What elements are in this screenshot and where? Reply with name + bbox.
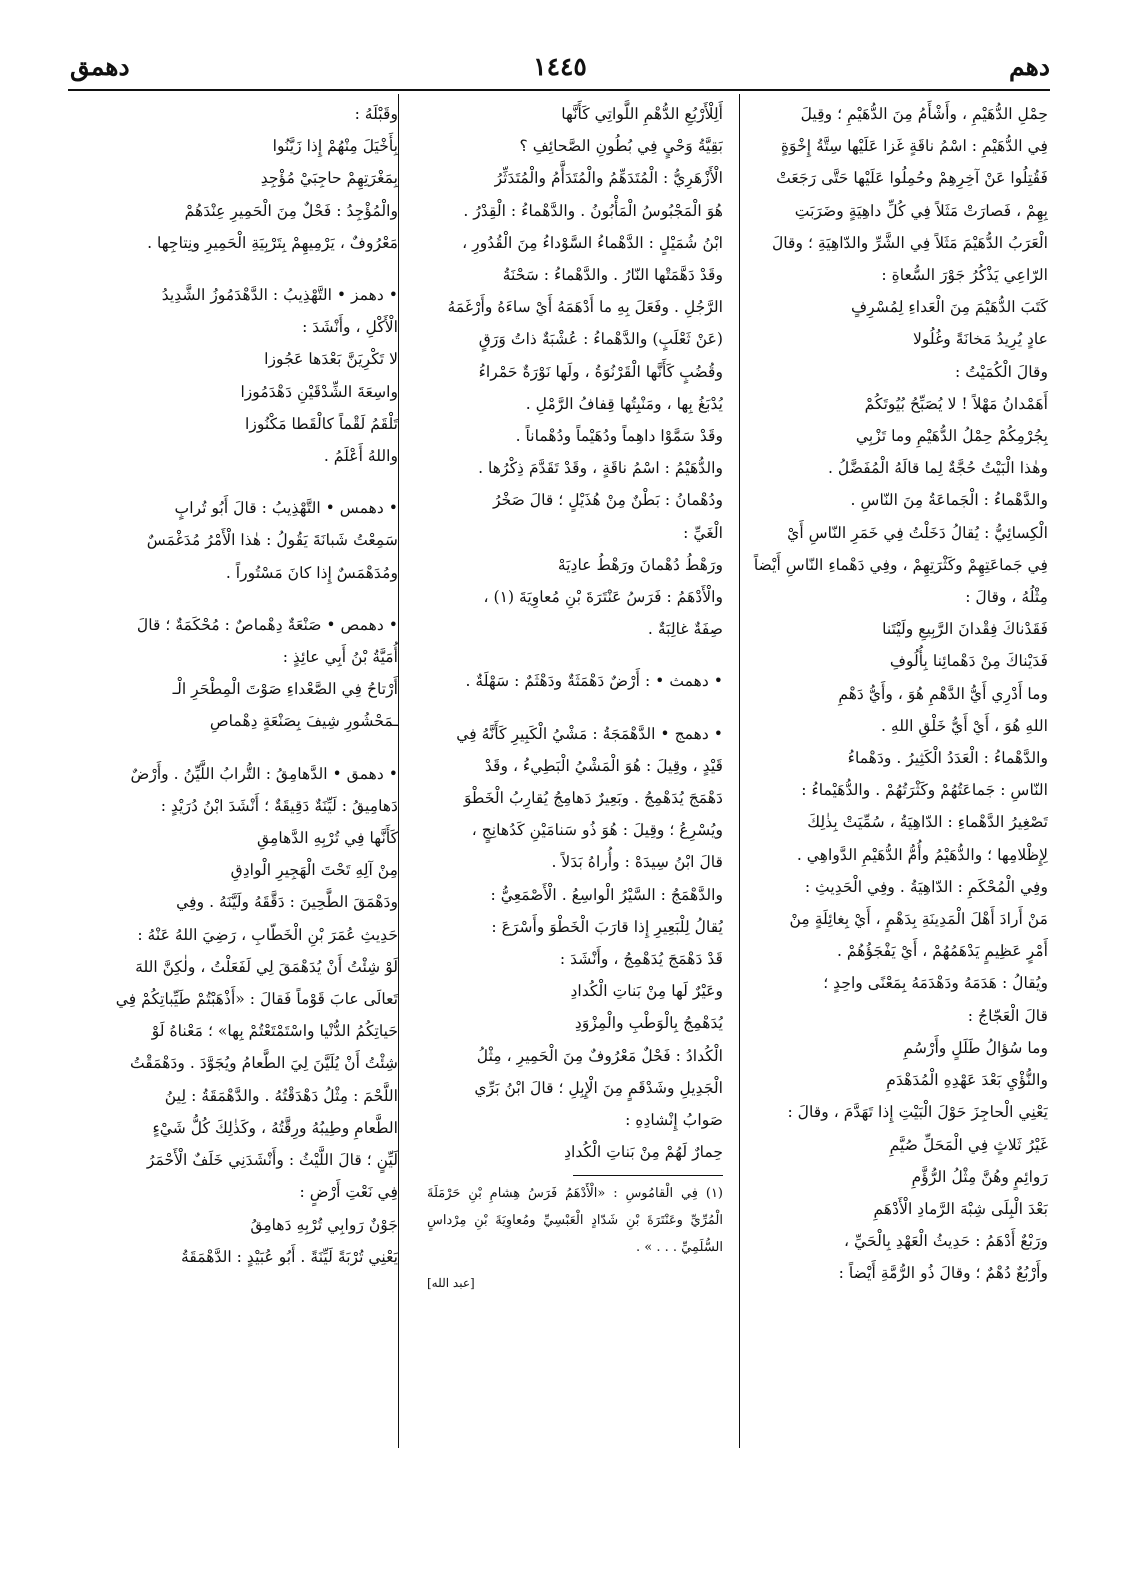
text-line: بِهِمْ ، فَصارَتْ مَثَلاً فِي كُلِّ داهِيَةٍ وضَرَبَتِ [794, 201, 1048, 220]
text-line: واسِعَةَ الشِّدْقَيْنِ دَهْدَمُوزا [240, 382, 398, 401]
text-line: أَرْتاحُ فِي الصَّعْداءِ صَوْتَ الْمِطْحَرِ الْـ [172, 680, 398, 699]
text-line: تَصْغِيرُ الدَّهْماءِ : الدّاهِيَةُ ، سُمِّيَتْ بِذٰلِكَ [807, 813, 1048, 832]
text-line: مَنْ أَرادَ أَهْلَ الْمَدِينَةِ بِدَهْمٍ ، أَيْ بِغائِلَةٍ مِنْ [789, 910, 1048, 929]
text-line: وقَبْلَهُ : [354, 105, 398, 123]
text-line: يَعْنِي الْحاجِزَ حَوْلَ الْبَيْتِ إِذا تَهَدَّمَ ، وقالَ : [787, 1103, 1048, 1122]
entry-spacer [72, 589, 398, 609]
text-line: جَوْنٌ رَوابِي تُرْبِهِ دَهامِقُ [250, 1215, 398, 1234]
text-line: • دهمز • التَّهْذِيبُ : الدَّهْدَمُوزُ الشَّدِيدُ [161, 286, 398, 305]
text-line: ودَهْمَقَ الطَّحِينَ : دَقَّقَهُ ولَيَّنَهُ . وفِي [176, 893, 398, 912]
text-line: ويُسْرِعُ ؛ وقِيلَ : هُوَ ذُو سَنامَيْنِ كَدُهانِجٍ ، [471, 821, 723, 840]
text-line: صَوابُ إِنْشادِهِ : [625, 1111, 723, 1130]
text-line: • دهمص • صَنْعَةٌ دِهْماصٌ : مُحْكَمَةٌ ؛ قالَ [136, 615, 398, 634]
text-line: ـمَحْشُورِ شِيفَ بِصَنْعَةٍ دِهْماصِ [209, 712, 398, 731]
text-line: والْمُؤْجِدُ : فَحْلٌ مِنَ الْحَمِيرِ عِنْدَهُمْ [184, 201, 398, 220]
text-line: بِجُرْمِكُمْ حِمْلُ الدُّهَيْمِ وما تَزْبِي [855, 427, 1048, 446]
text-line: (عَنْ ثَعْلَبٍ) والدَّهْماءُ : عُشْبَةٌ ذاتُ وَرَقٍ [478, 330, 723, 349]
editor-signature: [عبد الله] [427, 1275, 475, 1290]
text-line: الرَّجُلِ . وفَعَلَ بِهِ ما أَدْهَمَهُ أَيْ ساءَهُ وأَرْغَمَهُ [447, 298, 723, 317]
text-line: تَعالَى عابَ قَوْماً فَقالَ : «أَذْهَبْتُمْ طَيِّباتِكُمْ فِي [115, 990, 398, 1009]
text-line: قالَ الْعَجّاجُ : [967, 1006, 1048, 1025]
text-line: الْغَيِّ : [683, 523, 723, 542]
text-line: بَقِيَّةُ وَحْيٍ فِي بُطُونِ الصَّحائِفِ ؟ [519, 137, 723, 156]
text-line: • دهمس • التَّهْذِيبُ : قالَ أَبُو تُرابٍ [174, 499, 398, 518]
text-line: أَمْرٍ عَظِيمٍ يَدْهَمُهُمْ ، أَيْ يَفْجَؤُهُمْ . [836, 942, 1048, 961]
text-line: فِي الدُّهَيْمِ : اسْمُ ناقَةٍ غَزا عَلَيْها سِتَّةُ إِخْوَةٍ [780, 137, 1048, 156]
text-line: مِثْلُهُ ، وقالَ : [965, 588, 1048, 607]
text-line: والدُّهَيْمُ : اسْمُ ناقَةٍ ، وقَدْ تَقَدَّمَ ذِكْرُها . [478, 459, 723, 478]
text-line: وما أَدْرِي أَيُّ الدَّهْمِ هُوَ ، وأَيُّ دَهْمِ [838, 684, 1048, 703]
text-line: وقالَ الْكُمَيْتُ : [955, 362, 1048, 381]
text-line: يَعْنِي تُرْبَةً لَيِّنَةً . أَبُو عُبَيْدٍ : الدَّهْمَقَةُ [180, 1247, 398, 1266]
text-line: والْأَدْهَمُ : فَرَسُ عَنْتَرَةَ بْنِ مُعاوِيَةَ (١) ، [483, 588, 723, 607]
text-line: كَتَبَ الدُّهَيْمَ مِنَ الْعَداءِ لِمُسْرِفٍ [851, 298, 1048, 317]
text-line: تَلْقَمُ لَقْماً كالْقَطا مَكْنُوزا [245, 414, 398, 433]
text-line: رَوائِمٍ وهُنَّ مِثْلُ الرُّؤَّمِ [911, 1167, 1048, 1186]
text-line: يُقالُ لِلْبَعِيرِ إِذا قارَبَ الْخَطْوَ وأَسْرَعَ : [491, 917, 723, 936]
text-line: يُدَهْمِجُ بِالْوَطْبِ والْمِزْوَدِ [574, 1014, 723, 1033]
text-line: • دهمج • الدَّهْمَجَةُ : مَشْيُ الْكَبِيرِ كَأَنَّهُ فِي [456, 724, 723, 743]
text-line: الرّاعِي يَذْكُرُ جَوْرَ السُّعاةِ : [881, 266, 1048, 285]
text-line: فَدَيْناكَ مِنْ دَهْمائِنا بِأُلُوفِ [889, 652, 1048, 671]
column-middle [427, 98, 723, 1444]
text-line: هُوَ الْمَجْبُوسُ الْمَأْبُونُ . والدَّهْماءُ : الْقِدْرُ . [463, 201, 723, 220]
page-header [70, 52, 1050, 86]
text-line: غَيْرُ ثَلاثٍ فِي الْمَحَلِّ صُيَّمِ [889, 1135, 1048, 1154]
text-line: اللَّحْمَ : مِثْلُ دَهْدَقْتُهُ . والدَّهْمَقَةُ : لِينُ [164, 1086, 398, 1105]
text-line: قَيْدٍ ، وقِيلَ : هُوَ الْمَشْيُ الْبَطِيءُ ، وقَدْ [484, 756, 723, 775]
text-line: بِمَغْرَتِهِمْ حاجِبَيْ مُؤْجِدِ [260, 169, 398, 188]
text-line: عادٍ يُرِيدُ مَخانَةً وغُلُولا [912, 330, 1048, 349]
entry-spacer [72, 738, 398, 758]
text-line: قَدْ دَهْمَجَ يُدَهْمِجُ ، وأَنْشَدَ : [559, 950, 723, 969]
footnote-rule [573, 1175, 723, 1176]
text-line: وهٰذا الْبَيْتُ حُجَّةٌ لِما قالَهُ الْمُفَضَّلُ . [828, 459, 1048, 478]
text-line: الطَّعامِ وطِيبُهُ ورِقَّتُهُ ، وكَذٰلِكَ كُلُّ شَيْءٍ [152, 1118, 398, 1137]
text-line: فَقَدْناكَ فِقْدانَ الرَّبِيعِ ولَيْتَنا [882, 620, 1048, 639]
text-line: لَيِّنٍ ؛ قالَ اللَّيْثُ : وأَنْشَدَنِي خَلَفٌ الْأَحْمَرُ [146, 1151, 398, 1170]
entry-spacer [72, 259, 398, 279]
text-line: لا تَكْرِيَنَّ بَعْدَها عَجُوزا [264, 350, 398, 369]
text-line: ويُقالُ : هَدَمَهُ ودَهْدَمَهُ بِمَعْنًى واحِدٍ ؛ [823, 974, 1048, 993]
text-line: وما سُؤالُ طَلَلٍ وأَرْسُمِ [903, 1038, 1048, 1057]
text-line: الْعَرَبُ الدُّهَيْمَ مَثَلاً فِي الشَّرِّ والدّاهِيَةِ ؛ وقالَ [771, 233, 1048, 252]
text-line: أَهَمْدانُ مَهْلاً ! لا يُصَبِّحُ بُيُوتَكُمْ [864, 394, 1048, 413]
text-line: وقَدْ دَهَّمَتْها النّارُ . والدَّهْماءُ : سَحْنَةُ [502, 266, 723, 285]
text-line: مِنْ آلِهِ تَحْتَ الْهَجِيرِ الْوادِقِ [230, 861, 398, 880]
text-line: صِفَةٌ غالِبَةٌ . [647, 620, 723, 639]
text-line: وقَدْ سَمَّوْا داهِماً ودُهَيْماً ودُهْماناً . [515, 427, 723, 446]
text-line: الْكُدادُ : فَحْلٌ مَعْرُوفٌ مِنَ الْحَمِيرِ ، مِثْلُ [476, 1046, 723, 1065]
header-rule [68, 89, 1050, 91]
text-line: والنُّؤْيِ بَعْدَ عَهْدِهِ الْمُدَهْدَمِ [886, 1071, 1048, 1090]
page-number: ١٤٤٥ [533, 52, 587, 81]
text-line: ومُدَهْمَسٌ إِذا كانَ مَسْتُوراً . [225, 563, 398, 582]
text-line: فِي نَعْتِ أَرْضٍ : [299, 1183, 398, 1202]
text-line: وعَيْرٌ لَها مِنْ بَناتِ الْكُدادِ [570, 982, 723, 1001]
text-line: الْأَكْلِ ، وأَنْشَدَ : [302, 318, 398, 337]
text-line: وقُضُبٍ كَأَنَّها الْقَرْنُوَةُ ، ولَها نَوْرَةٌ حَمْراءُ [478, 362, 723, 381]
text-line: الْكِسائِيُّ : يُقالُ دَخَلْتُ فِي خَمَرِ النّاسِ أَيْ [787, 523, 1048, 542]
text-line: حِمارٌ لَهُمْ مِنْ بَناتِ الْكُدادِ [564, 1143, 723, 1162]
column-divider-right [739, 94, 740, 1448]
header-right-keyword: دهم [1009, 52, 1050, 81]
text-line: والدَّهْمَجُ : السَّيْرُ الْواسِعُ . الْأَصْمَعِيُّ : [490, 885, 723, 904]
text-line: أُمَيَّةُ بْنُ أَبِي عائِذٍ : [282, 648, 398, 667]
text-line: الْجَدِيلِ وشَدْقَمٍ مِنَ الْإِبِلِ ؛ قالَ ابْنُ بَرِّي [474, 1078, 723, 1097]
text-line: لِإِظْلامِها ؛ والدُّهَيْمُ وأُمُّ الدُّهَيْمِ الدَّواهِي . [796, 845, 1048, 864]
header-left-keyword: دهمق [70, 52, 130, 81]
text-line: كَأَنَّها فِي تُرْبِهِ الدَّهامِقِ [256, 829, 398, 848]
text-line: والدَّهْماءُ : الْعَدَدُ الْكَثِيرُ . ودَهْماءُ [847, 749, 1048, 768]
text-line: • دهمث • : أَرْضٌ دَهْمَثَةٌ ودَهْثَمٌ : سَهْلَةٌ . [465, 672, 723, 691]
text-line: ورَبْعٌ أَدْهَمُ : حَدِيثُ الْعَهْدِ بِالْحَيِّ ، [844, 1232, 1048, 1251]
text-line: سَمِعْتُ شَبانَةَ يَقُولُ : هٰذا الْأَمْرُ مُدَغْمَسٌ [146, 531, 398, 550]
footnote: (١) فِي الْقامُوسِ : «الْأَدْهَمُ فَرَسُ هِشامِ بْنِ حَرْمَلَةَ الْمُرِّيِّ وعَنْتَرَةَ بْنِ شَدّادٍ الْعَبْسِيِّ ومُعاوِيَةَ بْنِ مِرْداسٍ السُّلَمِيِّ . . . » . [427, 1185, 723, 1255]
text-line: ابْنُ شُمَيْلٍ : الدَّهْماءُ السَّوْداءُ مِنَ الْقُدُورِ ، [462, 233, 723, 252]
text-line: يُدْبَغُ بِها ، ومَنْبِتُها قِفافُ الرَّمْلِ . [525, 394, 723, 413]
column-divider-left [398, 94, 399, 1448]
text-line: لَوْ شِئْتُ أَنْ يُدَهْمَقَ لِي لَفَعَلْتُ ، ولٰكِنَّ اللهَ [135, 957, 398, 976]
text-line: حَياتِكُمُ الدُّنْيا واسْتَمْتَعْتُمْ بِها» ؛ مَعْناهُ لَوْ [151, 1022, 398, 1041]
text-line: دَهْمَجَ يُدَهْمِجُ . وبَعِيرٌ دَهامِجُ يُقارِبُ الْخَطْوَ [463, 789, 723, 808]
text-line: أَلِلْأَرْبُعِ الدُّهْمِ اللَّواتِي كَأَنَّها [561, 105, 723, 123]
text-line: شِئْتُ أَنْ يُلَيَّنَ لِيَ الطَّعامُ ويُجَوَّدَ . ودَهْمَقْتُ [129, 1054, 398, 1073]
text-line: بِأَخْيَلَ مِنْهُمْ إِذا زَيَّنُوا [272, 137, 398, 156]
text-line: حَدِيثِ عُمَرَ بْنِ الْخَطّابِ ، رَضِيَ اللهُ عَنْهُ : [137, 925, 398, 944]
text-line: مَعْرُوفٌ ، يَرْمِيهِمْ بِتَرْبِيَةِ الْحَمِيرِ ونِتاجِها . [147, 233, 398, 252]
text-line: فِي جَماعَتِهِمْ وكَثْرَتِهِمْ ، وفِي دَهْماءِ النّاسِ أَيْضاً [753, 555, 1048, 574]
text-line: وأَرْبُعٌ دُهْمٌ ؛ وقالَ ذُو الرُّمَّةِ أَيْضاً : [838, 1264, 1048, 1283]
text-line: • دهمق • الدَّهامِقُ : التُّرابُ اللَّيِّنُ . وأَرْضٌ [130, 764, 398, 783]
entry-spacer [427, 698, 723, 718]
text-line: ورَهْطُ دُهْمانَ ورَهْطُ عادِيَهْ [557, 555, 723, 574]
text-line: قالَ ابْنُ سِيدَهْ : وأُراهُ بَدَلاً . [551, 853, 723, 872]
text-line: الْأَزْهَرِيُّ : الْمُتَدَهِّمُ والْمُتَدَأَّمُ والْمُتَدَثِّرُ [494, 169, 723, 188]
text-line: والدَّهْماءُ : الْجَماعَةُ مِنَ النّاسِ . [850, 491, 1048, 510]
text-line: بَعْدَ الْبِلَى شِبْهَ الرَّمادِ الْأَدْهَمِ [873, 1199, 1048, 1218]
column-right [752, 98, 1048, 1444]
text-line: اللهِ هُوَ ، أَيْ أَيُّ خَلْقِ اللهِ . [880, 716, 1048, 735]
column-left [72, 98, 398, 1444]
text-line: واللهُ أَعْلَمُ . [323, 447, 398, 466]
text-line: ودُهْمانُ : بَطْنٌ مِنْ هُذَيْلٍ ؛ قالَ صَخْرُ [492, 491, 723, 510]
text-line: النّاسِ : جَماعَتُهُمْ وكَثْرَتُهُمْ . والدُّهَيْماءُ : [801, 781, 1048, 800]
text-line: وفِي الْمُحْكَمِ : الدّاهِيَةُ . وفِي الْحَدِيثِ : [804, 877, 1048, 896]
entry-spacer [427, 645, 723, 665]
entry-spacer [72, 472, 398, 492]
text-line: فَقُتِلُوا عَنْ آخِرِهِمْ وحُمِلُوا عَلَيْها حَتَّى رَجَعَتْ [776, 169, 1048, 188]
text-line: حِمْلِ الدُّهَيْمِ ، وأَشْأَمُ مِنَ الدُّهَيْمِ ؛ وقِيلَ [800, 105, 1048, 123]
text-line: دَهامِيقُ : لَيِّنَةٌ دَقِيقَةٌ ؛ أَنْشَدَ ابْنُ دُرَيْدٍ : [160, 796, 398, 815]
